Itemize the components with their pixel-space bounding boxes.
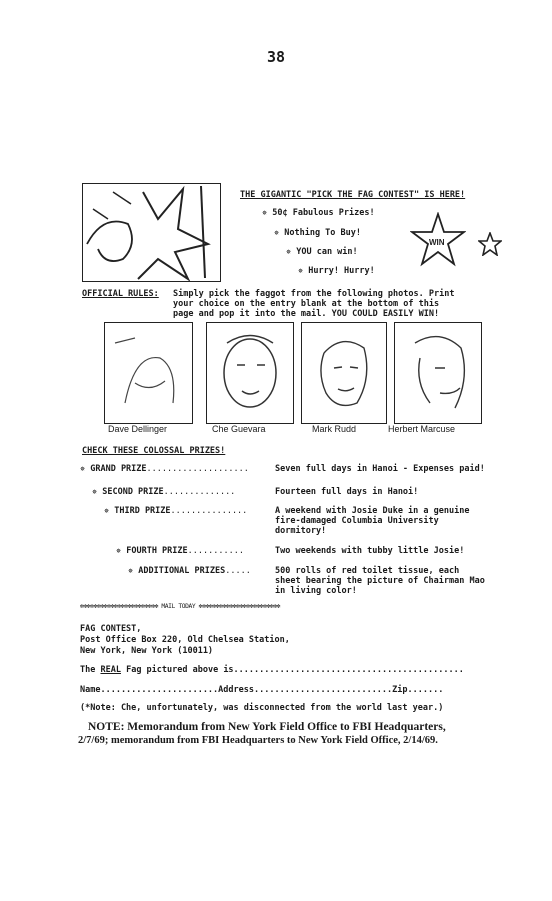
entry-prefix: The bbox=[80, 665, 101, 675]
prize-text: Seven full days in Hanoi - Expenses paid! bbox=[275, 464, 485, 474]
star-icon bbox=[410, 212, 466, 268]
prize-name: ✵ GRAND PRIZE bbox=[80, 464, 147, 474]
small-star-icon bbox=[478, 232, 502, 256]
prize-text: fire-damaged Columbia University bbox=[275, 516, 439, 526]
portrait-3 bbox=[301, 322, 387, 424]
bullet-hurry: ✵ Hurry! Hurry! bbox=[298, 266, 375, 276]
entry-real-fag-line bbox=[80, 665, 464, 675]
portrait-1 bbox=[104, 322, 193, 424]
entry-name-address-line: Name.......................Address...........................Zip....... bbox=[80, 685, 444, 695]
rules-line-2: your choice on the entry blank at the bottom of this bbox=[173, 299, 440, 309]
prize-text: in living color! bbox=[275, 586, 357, 596]
prize-dots: ..... bbox=[225, 566, 251, 576]
address-line-3: New York, New York (10011) bbox=[80, 646, 214, 656]
prize-name: ✵ FOURTH PRIZE bbox=[116, 546, 188, 556]
caption-4: Herbert Marcuse bbox=[388, 424, 456, 434]
portrait-2 bbox=[206, 322, 294, 424]
fbi-note-line-1: NOTE: Memorandum from New York Field Office to FBI Headquarters, bbox=[88, 721, 446, 733]
prize-name: ✵ THIRD PRIZE bbox=[104, 506, 171, 516]
prize-dots: .............. bbox=[163, 487, 236, 497]
fbi-note-line-2: 2/7/69; memorandum from FBI Headquarters to New York Field Office, 2/14/69. bbox=[78, 735, 438, 746]
prize-fourth bbox=[116, 546, 244, 556]
prize-grand bbox=[80, 464, 249, 474]
prize-dots: ........... bbox=[187, 546, 244, 556]
star-drawing bbox=[82, 183, 221, 282]
prize-text: Two weekends with tubby little Josie! bbox=[275, 546, 465, 556]
entry-note-line: (*Note: Che, unfortunately, was disconnected from the world last year.) bbox=[80, 703, 444, 713]
prize-dots: ............... bbox=[170, 506, 248, 516]
mail-today-banner: ✻✻✻✻✻✻✻✻✻✻✻✻✻✻✻✻✻✻✻✻✻✻✻ MAIL TODAY ✻✻✻✻✻✻✻✻✻✻✻✻✻✻✻✻✻✻✻✻✻✻✻✻ bbox=[80, 603, 281, 610]
star-label: WIN bbox=[429, 238, 445, 247]
caption-2: Che Guevara bbox=[212, 424, 266, 434]
caption-3: Mark Rudd bbox=[312, 424, 357, 434]
page-number: 38 bbox=[266, 48, 286, 66]
prize-text: 500 rolls of red toilet tissue, each bbox=[275, 566, 460, 576]
contest-header: THE GIGANTIC "PICK THE FAG CONTEST" IS HERE! bbox=[240, 190, 466, 200]
entry-rest: Fag pictured above is............................................. bbox=[120, 665, 464, 675]
prize-name: ✵ ADDITIONAL PRIZES bbox=[128, 566, 226, 576]
address-line-1: FAG CONTEST, bbox=[80, 624, 142, 634]
bullet-nothing: ✵ Nothing To Buy! bbox=[274, 228, 361, 238]
prize-name: ✵ SECOND PRIZE bbox=[92, 487, 164, 497]
prize-text: Fourteen full days in Hanoi! bbox=[275, 487, 419, 497]
portrait-4 bbox=[394, 322, 482, 424]
bullet-prizes: ✵ 50¢ Fabulous Prizes! bbox=[262, 208, 375, 218]
rules-line-3: page and pop it into the mail. YOU COULD EASILY WIN! bbox=[173, 309, 440, 319]
rules-line-1: Simply pick the faggot from the following photos. Print bbox=[173, 289, 455, 299]
prize-second bbox=[92, 487, 235, 497]
prize-text: dormitory! bbox=[275, 526, 327, 536]
entry-real-word: REAL bbox=[100, 665, 121, 675]
bullet-you-win: ✵ YOU can win! bbox=[286, 247, 358, 257]
prize-text: sheet bearing the picture of Chairman Mao bbox=[275, 576, 485, 586]
prize-additional bbox=[128, 566, 251, 576]
address-line-2: Post Office Box 220, Old Chelsea Station, bbox=[80, 635, 290, 645]
prize-text: A weekend with Josie Duke in a genuine bbox=[275, 506, 470, 516]
rules-label: OFFICIAL RULES: bbox=[82, 289, 159, 299]
prizes-header: CHECK THESE COLOSSAL PRIZES! bbox=[82, 446, 226, 456]
caption-1: Dave Dellinger bbox=[108, 424, 168, 434]
prize-third bbox=[104, 506, 247, 516]
prize-dots: .................... bbox=[146, 464, 249, 474]
